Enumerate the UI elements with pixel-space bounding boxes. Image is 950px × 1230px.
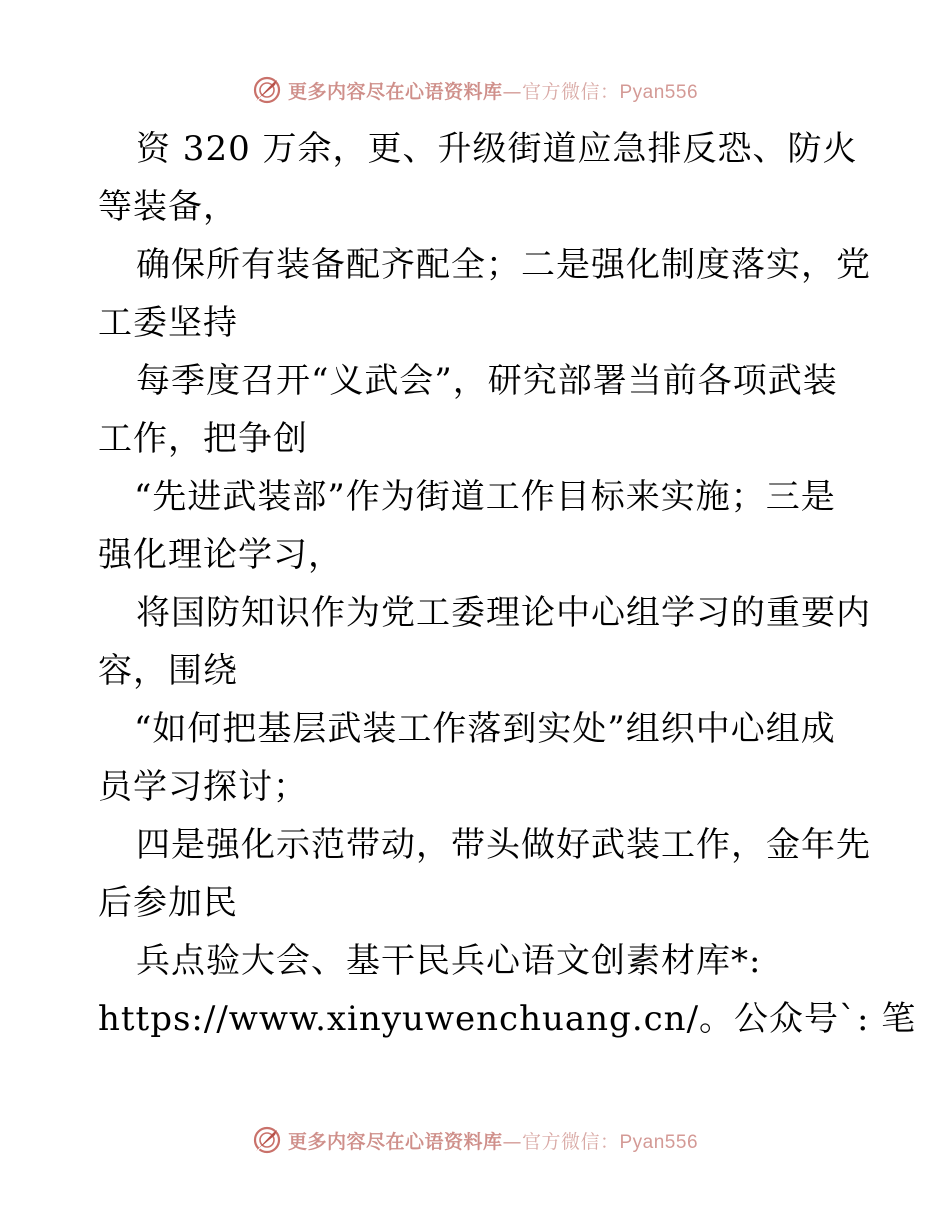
footer-wechat-id: Pyan556 [619, 1131, 699, 1153]
body-line: 员学习探讨； [98, 767, 308, 807]
header-wechat-label: 官方微信： [521, 80, 620, 103]
footer-dash: — [502, 1130, 522, 1153]
header-dash: — [502, 80, 522, 103]
footer-brand: 更多内容尽在心语资料库 [287, 1130, 503, 1153]
footer-watermark [0, 1120, 950, 1160]
body-line: 确保所有装备配齐配全；二是强化制度落实，党 [136, 245, 871, 285]
header-watermark-text [288, 77, 698, 104]
body-line: 等装备， [98, 187, 238, 227]
body-line: 工作，把争创 [98, 419, 308, 459]
body-line: “先进武装部”作为街道工作目标来实施；三是 [134, 477, 836, 517]
body-line: 兵点验大会、基干民兵心语文创素材库*: [136, 941, 762, 981]
header-brand: 更多内容尽在心语资料库 [287, 80, 503, 103]
body-line: “如何把基层武装工作落到实处”组织中心组成 [134, 709, 836, 749]
body-line: 四是强化示范带动，带头做好武装工作，金年先 [136, 825, 871, 865]
quill-seal-icon [252, 1125, 282, 1155]
body-line: 资 320 万余，更、升级街道应急排反恐、防火 [136, 129, 858, 169]
document-body [98, 120, 917, 1048]
body-line: 每季度召开“义武会”，研究部署当前各项武装 [136, 361, 838, 401]
footer-watermark-text [288, 1127, 698, 1154]
body-line: 容，围绕 [98, 651, 238, 691]
footer-wechat-label: 官方微信： [521, 1130, 620, 1153]
body-line: 强化理论学习， [98, 535, 343, 575]
header-watermark [0, 70, 950, 110]
body-line: https://www.xinyuwenchuang.cn/。公众号`: 笔 [98, 999, 917, 1039]
header-wechat-id: Pyan556 [619, 81, 699, 103]
body-line: 后参加民 [98, 883, 238, 923]
quill-seal-icon [252, 75, 282, 105]
body-line: 工委坚持 [98, 303, 238, 343]
body-line: 将国防知识作为党工委理论中心组学习的重要内 [136, 593, 871, 633]
